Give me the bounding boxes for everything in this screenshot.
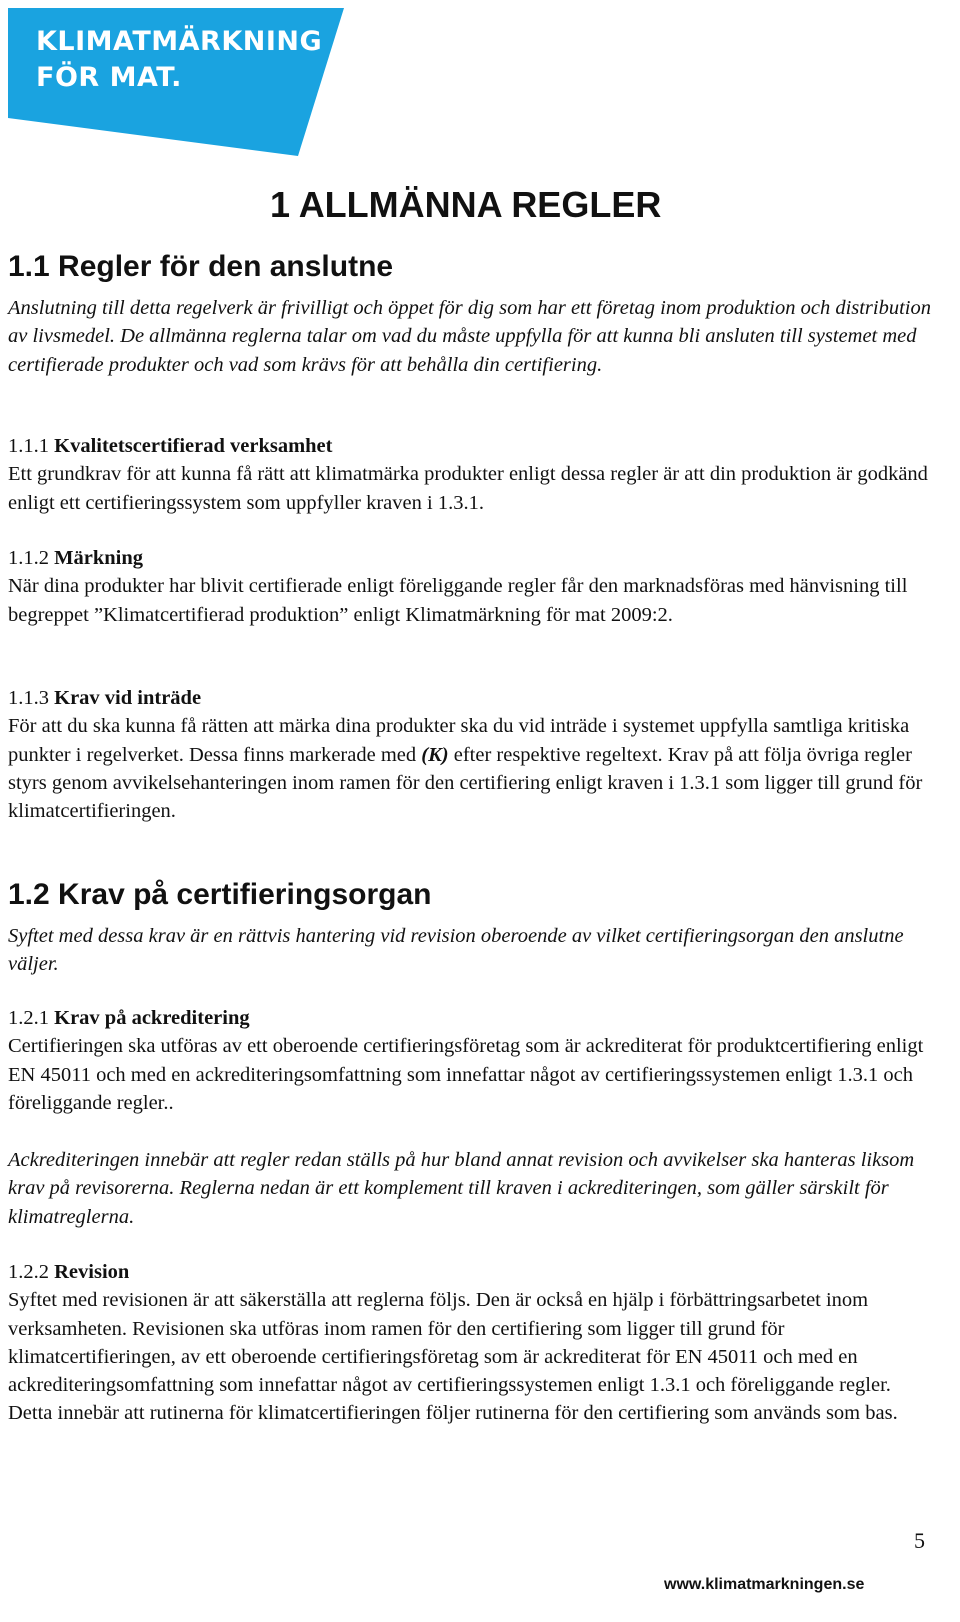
section-1-1-intro: Anslutning till detta regelverk är frivilligt och öppet för dig som har ett företag inom produktion och distribution av livsmedel. De allmänna reglerna talar om vad du måste uppfylla för att kunna bli ansluten till systemet med certifierade produkter och vad som krävs för att behålla din certifiering. <box>8 297 932 376</box>
subsection-1-2-1 <box>8 1004 933 1117</box>
body-text: För att du ska kunna få rätten att märka dina produkter ska du vid inträde i systemet uppfylla samtliga kritiska punkter i regelverket. Dessa finns markerade med <box>8 715 910 766</box>
section-1-2-heading: 1.2 Krav på certifieringsorgan <box>8 878 432 911</box>
footer-url[interactable]: www.klimatmarkningen.se <box>664 1576 865 1593</box>
subsection-1-1-3 <box>8 684 933 825</box>
subsection-title: Märkning <box>54 547 143 569</box>
subsection-body: Syftet med revisionen är att säkerställa att reglerna följs. Den är också en hjälp i förbättringsarbetet inom verksamheten. Revisionen ska utföras inom ramen för den certifiering som ligger till grund för klimatcertifieringen, av ett oberoende certifieringsföretag som är ackrediterat för EN 45011 och med en ackrediteringsomfattning som innefattar något av certifieringssystemen enligt 1.3.1 och föreliggande regler. Detta innebär att rutinerna för klimatcertifieringen följer rutinerna för den certifiering som används som bas. <box>8 1289 898 1425</box>
subsection-number: 1.2.2 <box>8 1261 55 1283</box>
subsection-1-2-2-heading <box>8 1258 933 1286</box>
subsection-number: 1.1.1 <box>8 435 55 457</box>
body-text: efter respektive regeltext. Krav på att följa övriga regler styrs genom avvikelsehanteringen inom ramen för den certifiering enligt kraven i 1.3.1 som ligger till grund för klimatcertifieringen. <box>8 743 923 823</box>
logo-line-2: FÖR MAT. <box>36 62 182 93</box>
subsection-number: 1.1.2 <box>8 547 55 569</box>
subsection-body: Certifieringen ska utföras av ett oberoende certifieringsföretag som är ackrediterat för produktcertifiering enligt EN 45011 och med en ackrediteringsomfattning som innefattar något av certifieringssystemen enligt 1.3.1 och föreliggande regler.. <box>8 1035 924 1114</box>
accreditation-note: Ackrediteringen innebär att regler redan ställs på hur bland annat revision och avvikelser ska hanteras liksom krav på revisorerna. Reglerna nedan är ett komplement till kraven i ackrediteringen, som gäller särskilt för klimatreglerna. <box>8 1149 915 1228</box>
subsection-body: Ett grundkrav för att kunna få rätt att klimatmärka produkter enligt dessa regler är att din produktion är godkänd enligt ett certifieringssystem som uppfyller kraven i 1.3.1. <box>8 463 928 514</box>
subsection-1-1-2-heading <box>8 544 933 572</box>
section-1-2-intro: Syftet med dessa krav är en rättvis hantering vid revision oberoende av vilket certifieringsorgan den anslutne väljer. <box>8 925 904 976</box>
subsection-body <box>8 712 933 825</box>
subsection-title: Kvalitetscertifierad verksamhet <box>54 435 333 457</box>
subsection-number: 1.1.3 <box>8 687 55 709</box>
subsection-title: Krav på ackreditering <box>54 1007 250 1029</box>
subsection-number: 1.2.1 <box>8 1007 55 1029</box>
subsection-body: När dina produkter har blivit certifierade enligt föreliggande regler får den marknadsföras med hänvisning till begreppet ”Klimatcertifierad produktion” enligt Klimatmärkning för mat 2009:2. <box>8 575 908 626</box>
subsection-1-1-3-heading <box>8 684 933 712</box>
section-1-1-heading: 1.1 Regler för den anslutne <box>8 250 394 283</box>
subsection-1-2-2 <box>8 1258 933 1428</box>
subsection-1-1-1 <box>8 432 933 517</box>
critical-marker: (K) <box>421 743 449 766</box>
page-title: 1 ALLMÄNNA REGLER <box>270 184 662 225</box>
logo <box>8 8 344 156</box>
page-number: 5 <box>914 1528 925 1553</box>
subsection-1-2-1-heading <box>8 1004 933 1032</box>
subsection-title: Krav vid inträde <box>54 687 202 709</box>
logo-line-1: KLIMATMÄRKNING <box>36 26 323 57</box>
subsection-title: Revision <box>54 1261 130 1283</box>
subsection-1-1-1-heading <box>8 432 933 460</box>
subsection-1-1-2 <box>8 544 933 629</box>
